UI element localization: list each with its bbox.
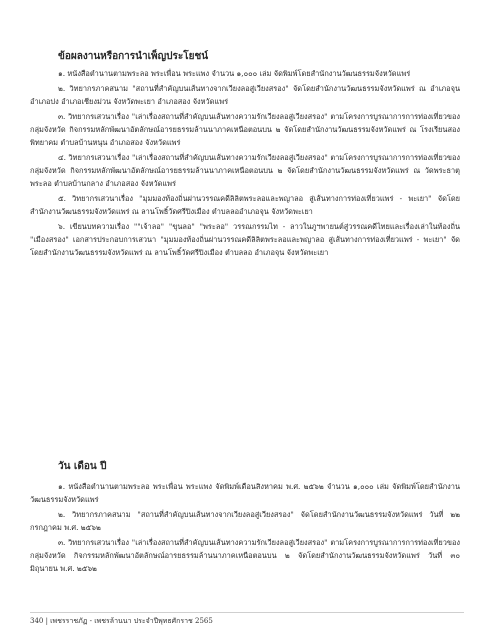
section-paragraph-4: ๔. วิทยากรเสวนาเรื่อง "เล่าเรื่องสถานที่สำคัญบนเส้นทางความรักเวียงลอสู่เวียงสรอง" ตามโครงการบูรณาการการท่องเที่ยวของกลุ่มจังหวัด กิจกรรมหลักพัฒนาอัตลักษณ์อารยธรรมล้านนาภาคเหนือตอนบน ๒ จัดโดยสำนักงานวัฒนธรรมจังหวัดแพร่ ณ วัดพระธาตุพระลอ ตำบลบ้านกลาง อำเภอสอง จังหวัดแพร่ [30, 153, 460, 188]
section-body [30, 67, 460, 259]
section-paragraph-5: ๕. วิทยากรเสวนาเรื่อง "มุมมองท้องถิ่นผ่านวรรณคดีลิลิตพระลอและพญาลอ สู่เส้นทางการท่องเที่ยวแพร่ - พะเยา" จัดโดยสำนักงานวัฒนธรรมจังหวัดแพร่ ณ ลานโพธิ์วัดศรีปิงเมือง ตำบลลออำเภอจุน จังหวัดพะเยา [30, 194, 460, 216]
date-heading: วัน เดือน ปี [58, 461, 107, 472]
section-paragraph-2: ๒. วิทยากรภาคสนาม "สถานที่สำคัญบนเส้นทางจากเวียงลอสู่เวียงสรอง" จัดโดยสำนักงานวัฒนธรรมจังหวัดแพร่ ณ อำเภอจุน อำเภอปง อำเภอเชียงม่วน จังหวัดพะเยา อำเภอสอง จังหวัดแพร่ [30, 84, 460, 106]
date-paragraph-1: ๑. หนังสือตำนานตามพระลอ พระเพื่อน พระแพง จัดพิมพ์เดือนสิงหาคม พ.ศ. ๒๕๖๒ จำนวน ๑,๐๐๐ เล่ม จัดพิมพ์โดยสำนักงานวัฒนธรรมจังหวัดแพร่ [30, 482, 460, 504]
date-body [30, 480, 460, 575]
date-paragraph-3: ๓. วิทยากรเสวนาเรื่อง "เล่าเรื่องสถานที่สำคัญบนเส้นทางความรักเวียงลอสู่เวียงสรอง" ตามโครงการบูรณาการการท่องเที่ยวของกลุ่มจังหวัด กิจกรรมหลักพัฒนาอัตลักษณ์อารยธรรมล้านนาภาคเหนือตอนบน ๒ จัดโดยสำนักงานวัฒนธรรมจังหวัดแพร่ วันที่ ๓๐ มิถุนายน พ.ศ. ๒๕๖๒ [30, 538, 460, 573]
footer-divider [30, 612, 464, 613]
section-paragraph-1: ๑. หนังสือตำนานตามพระลอ พระเพื่อน พระแพง จำนวน ๑,๐๐๐ เล่ม จัดพิมพ์โดยสำนักงานวัฒนธรรมจังหวัดแพร่ [58, 69, 411, 78]
section-paragraph-3: ๓. วิทยากรเสวนาเรื่อง "เล่าเรื่องสถานที่สำคัญบนเส้นทางความรักเวียงลอสู่เวียงสรอง" ตามโครงการบูรณาการการท่องเที่ยวของกลุ่มจังหวัด กิจกรรมหลักพัฒนาอัตลักษณ์อารยธรรมล้านนาภาคเหนือตอนบน ๒ จัดโดยสำนักงานวัฒนธรรมจังหวัดแพร่ ณ โรงเรียนสองพิทยาคม ตำบลบ้านหนุน อำเภอสอง จังหวัดแพร่ [30, 112, 460, 147]
date-paragraph-2: ๒. วิทยากรภาคสนาม "สถานที่สำคัญบนเส้นทางจากเวียงลอสู่เวียงสรอง" จัดโดยสำนักงานวัฒนธรรมจังหวัดแพร่ วันที่ ๒๒ กรกฎาคม พ.ศ. ๒๕๖๒ [30, 510, 460, 532]
page-footer: 340 | เพชรราชภัฏ - เพชรล้านนา ประจำปีพุทธศักราช 2565 [30, 617, 213, 625]
section-paragraph-6: ๖. เขียนบทความเรื่อง ""เจ้าลอ" "ขุนลอ" "พระลอ" วรรณกรรมไท - ลาวในภูฯพายนต์สู่วรรณคดีไทยและเรื่องเล่าในท้องถิ่น "เมืองสรอง" เอกสารประกอบการเสวนา "มุมมองท้องถิ่นผ่านวรรณคดีลิลิตพระลอและพญาลอ สู่เส้นทางการท่องเที่ยวแพร่ - พะเยา" จัดโดยสำนักงานวัฒนธรรมจังหวัดแพร่ ณ ลานโพธิ์วัดศรีปิงเมือง ตำบลลอ อำเภอจุน จังหวัดพะเยา [30, 222, 460, 257]
section-heading: ข้อผลงานหรือการนำเพ็ญประโยชน์ [58, 51, 209, 62]
